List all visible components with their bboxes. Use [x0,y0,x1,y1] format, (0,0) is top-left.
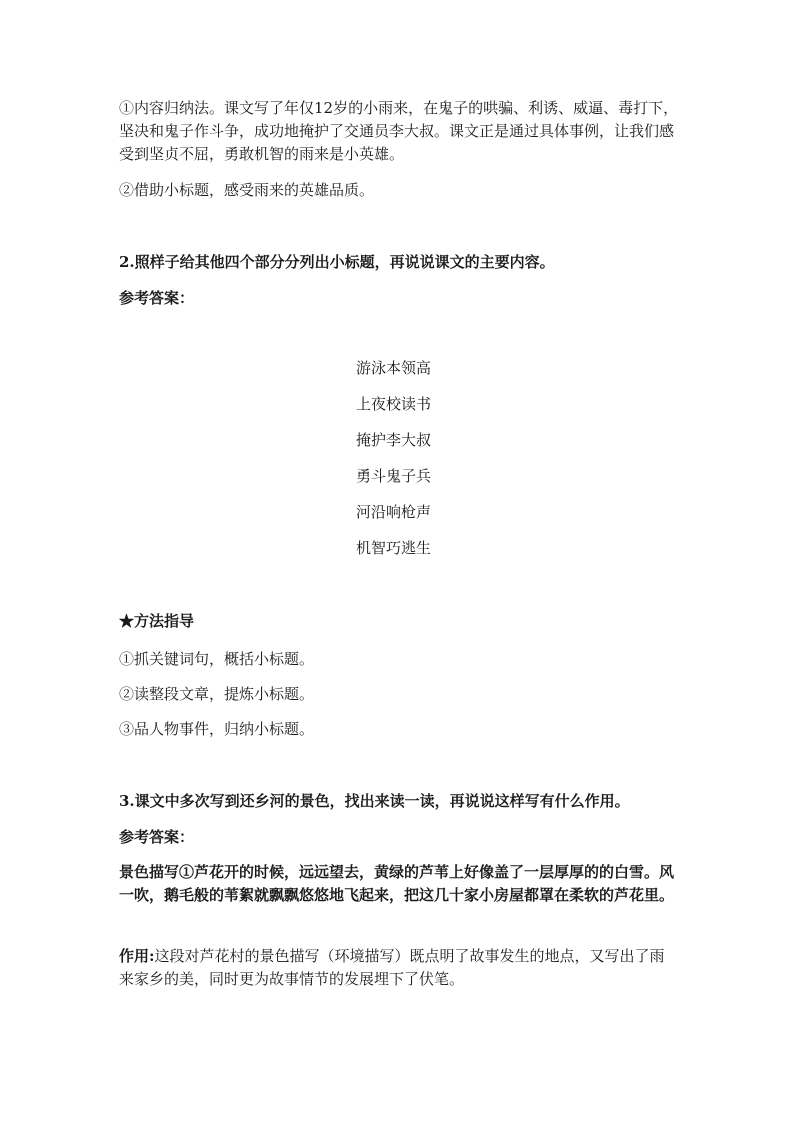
subtitle-item: 机智巧逃生 [356,539,432,557]
subtitle-item: 河沿响枪声 [356,503,432,521]
method-guide-item: ③品人物事件，归纳小标题。 [119,720,315,738]
subtitle-item: 勇斗鬼子兵 [356,467,432,485]
method-guide-item: ①抓关键词句，概括小标题。 [119,650,315,668]
method-guide-item: ②读整段文章，提炼小标题。 [119,685,315,703]
question-2-answer-label: 参考答案： [119,289,195,307]
subtitle-item: 上夜校读书 [356,395,432,413]
subtitle-item: 游泳本领高 [356,359,432,377]
question-3-text: 3.课文中多次写到还乡河的景色，找出来读一读，再说说这样写有什么作用。 [119,792,630,810]
method-1-paragraph: ①内容归纳法。课文写了年仅12岁的小雨来，在鬼子的哄骗、利诱、威逼、毒打下，坚决和鬼子作斗争，成功地掩护了交通员李大叔。课文正是通过具体事例，让我们感受到坚贞不屈，勇敢机智的雨来是小英雄。 [119,99,679,163]
effect-text: 这段对芦花村的景色描写（环境描写）既点明了故事发生的地点，又写出了雨来家乡的美，同时更为故事情节的发展埋下了伏笔。 [119,947,665,988]
question-3-answer-label: 参考答案： [119,828,195,846]
subtitle-list [356,357,556,573]
effect-paragraph [119,945,679,991]
scene-description: 景色描写①芦花开的时候，远远望去，黄绿的芦苇上好像盖了一层厚厚的的白雪。风一吹，鹅毛般的苇絮就飘飘悠悠地飞起来，把这几十家小房屋都罩在柔软的芦花里。 [119,863,675,904]
question-2-text: 2.照样子给其他四个部分分列出小标题，再说说课文的主要内容。 [119,253,555,271]
effect-label: 作用: [119,947,155,965]
method-guide-heading: ★方法指导 [119,612,195,630]
method-2-paragraph: ②借助小标题，感受雨来的英雄品质。 [119,181,375,199]
subtitle-item: 掩护李大叔 [356,431,432,449]
